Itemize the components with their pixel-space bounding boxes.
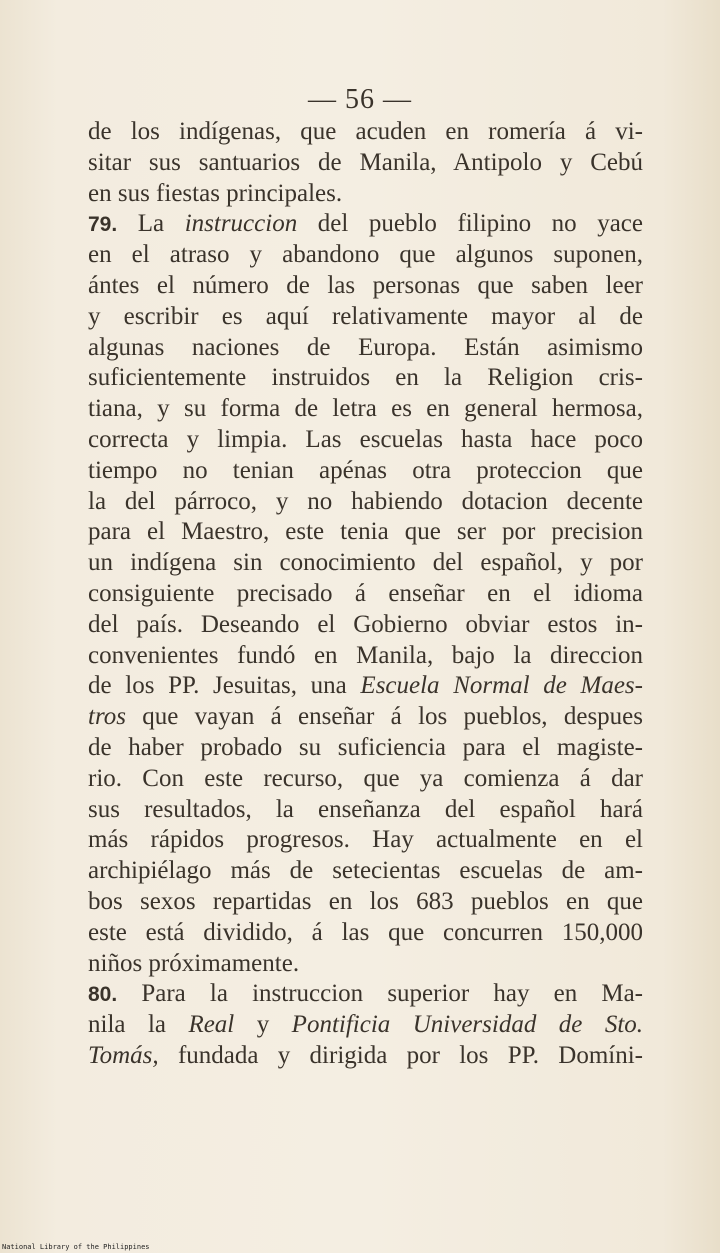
text-line — [88, 1041, 643, 1072]
page-number: — 56 — — [308, 84, 412, 115]
footer-credit: National Library of the Philippines — [2, 1243, 150, 1251]
text-run: bos sexos repartidas en los 683 pueblos en que — [88, 887, 643, 915]
text-line — [88, 610, 643, 641]
text-line — [88, 487, 643, 518]
text-run: rio. Con este recurso, que ya comienza á dar — [88, 764, 643, 792]
paragraph-number: 80. — [88, 983, 118, 1007]
text-line — [88, 856, 643, 887]
text-run: Para la instruccion superior hay en Ma- — [117, 980, 643, 1008]
text-run: algunas naciones de Europa. Están asimismo — [88, 333, 643, 361]
text-run: archipiélago más de setecientas escuelas de am- — [88, 857, 643, 885]
text-run: sitar sus santuarios de Manila, Antipolo y Cebú — [88, 148, 643, 176]
text-run: para el Maestro, este tenia que ser por precision — [88, 518, 643, 546]
text-line — [88, 764, 643, 795]
text-run: de los indígenas, que acuden en romería á vi- — [88, 118, 643, 145]
text-line — [88, 363, 643, 394]
text-line — [88, 548, 643, 579]
text-run: fundada y dirigida por los PP. Domíni- — [158, 1041, 643, 1069]
text-line — [88, 333, 643, 364]
text-line — [88, 117, 643, 148]
paragraph-number: 79. — [88, 213, 118, 237]
text-line — [88, 795, 643, 826]
text-run: tiana, y su forma de letra es en general hermosa, — [88, 395, 643, 423]
text-run: sus resultados, la enseñanza del español hará — [88, 795, 643, 823]
text-line — [88, 302, 643, 333]
text-run: nila la — [88, 1011, 189, 1039]
text-line — [88, 240, 643, 271]
text-run: La — [117, 210, 185, 238]
text-line — [88, 887, 643, 918]
text-run: y — [234, 1011, 292, 1039]
text-line — [88, 825, 643, 856]
text-run: este está dividido, á las que concurren 150,000 — [88, 918, 643, 946]
text-line — [88, 209, 643, 240]
text-line — [88, 425, 643, 456]
italic-text-run: tros — [88, 703, 126, 731]
text-line — [88, 641, 643, 672]
text-run: en el atraso y abandono que algunos suponen, — [88, 241, 643, 269]
text-run: de haber probado su suficiencia para el magiste- — [88, 733, 643, 761]
text-line — [88, 949, 643, 980]
text-run: consiguiente precisado á enseñar en el idioma — [88, 579, 643, 607]
text-block — [88, 117, 643, 1072]
text-run: la del párroco, y no habiendo dotacion decente — [88, 487, 643, 515]
text-run: ántes el número de las personas que saben leer — [88, 271, 643, 299]
text-line — [88, 517, 643, 548]
text-line — [88, 1010, 643, 1041]
text-line — [88, 148, 643, 179]
text-line — [88, 456, 643, 487]
text-run: que vayan á enseñar á los pueblos, despues — [125, 703, 643, 731]
text-run: convenientes fundó en Manila, bajo la direccion — [88, 641, 643, 669]
text-line — [88, 271, 643, 302]
italic-text-run: Real — [188, 1011, 235, 1039]
text-run: del país. Deseando el Gobierno obviar estos in- — [88, 610, 643, 638]
text-line — [88, 179, 643, 210]
italic-text-run: Tomás, — [88, 1041, 159, 1069]
text-run: más rápidos progresos. Hay actualmente en el — [88, 826, 643, 854]
italic-text-run: Escuela Normal de Maes- — [360, 672, 643, 700]
text-line — [88, 979, 643, 1010]
text-line — [88, 733, 643, 764]
text-run: un indígena sin conocimiento del español, y por — [88, 549, 643, 577]
text-run: del pueblo filipino no yace — [297, 210, 643, 238]
text-line — [88, 671, 643, 702]
text-run: tiempo no tenian apénas otra proteccion que — [88, 456, 643, 484]
text-run: y escribir es aquí relativamente mayor al de — [88, 302, 643, 330]
text-run: suficientemente instruidos en la Religion cris- — [88, 364, 643, 392]
text-run: correcta y limpia. Las escuelas hasta hace poco — [88, 425, 643, 453]
text-run: en sus fiestas principales. — [88, 179, 343, 207]
text-line — [88, 702, 643, 733]
text-run: niños próximamente. — [88, 949, 300, 977]
text-line — [88, 579, 643, 610]
italic-text-run: instruccion — [184, 210, 298, 238]
italic-text-run: Pontificia Universidad de Sto. — [291, 1011, 643, 1039]
text-line — [88, 918, 643, 949]
text-run: de los PP. Jesuitas, una — [88, 672, 361, 700]
text-line — [88, 394, 643, 425]
